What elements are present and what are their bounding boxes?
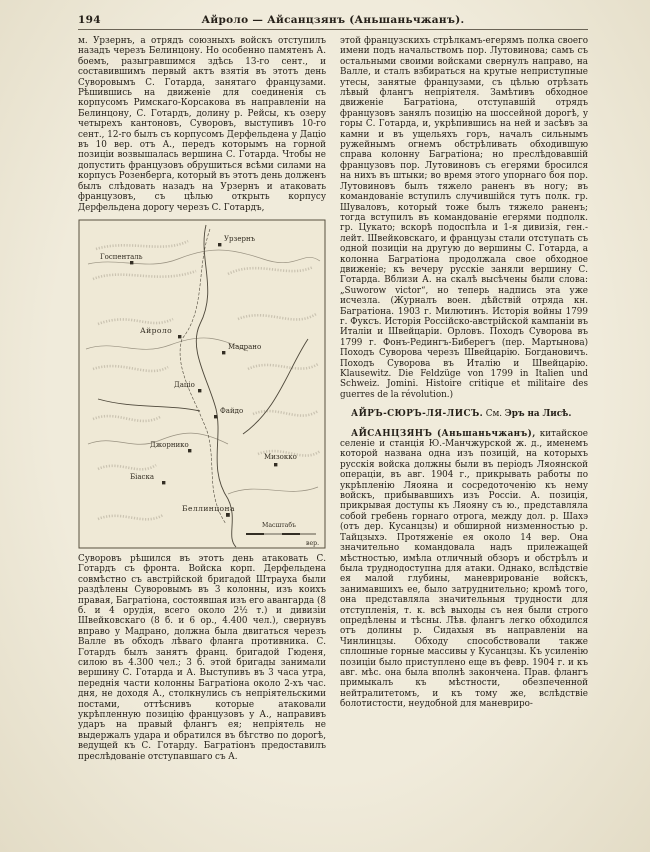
left-column (78, 36, 326, 762)
see-abbrev: См. (485, 409, 503, 420)
map-label-airolo: Айроло (140, 325, 173, 335)
map-label-bellinzona: Беллинцона (182, 503, 235, 513)
entry-body-text: китайское селеніе и станція Ю.-Манчжурской ж. д., именемъ которой названа одна изъ позицій, на которыхъ русскія войска должны были въ періодъ Ляоянской операціи, въ авг. 1904 г., прикрывать работы по укрѣпленію Ляояна и сосредоточенію къ нему войскъ, прибывавшихъ изъ Россіи. А. позиція, прикрывая доступы къ Ляояну съ ю., представляла собой гребень горнаго отрога, между дол. р. Шахэ (отъ дер. Кусанцзы) и обширной низменностью р. Тайцзыхэ. Протяженіе ея около 14 вер. Она значительно командовала надъ прилежащей мѣстностью, имѣла отличный обзоръ и обстрѣлъ и была труднодоступна для атаки. Однако, вслѣдствіе ея малой глубины, маневрированіе войскъ, занимавшихъ ее, было затруднительно; кромѣ того, она представляла значительныя трудности для отступленія, т. к. всѣ выходы съ нея были строго опредѣлены и тѣсны. Лѣв. флангъ легко обходился отъ долины р. Сидахыя въ направленіи на Чинлинцзы. Обходу способствовали также сплошные горные массивы у Кусанцзы. Къ усиленію позиціи было приступлено еще въ февр. 1904 г. и къ авг. мѣс. она была вполнѣ закончена. Прав. флангъ примыкалъ къ мѣстности, обезпеченной нейтралитетомъ, и къ тому же, вслѣдствіе болотистости, неудобной для маневриро- (340, 428, 588, 710)
map-label-biasca: Біаска (130, 472, 155, 481)
town-marker (188, 449, 191, 452)
map-label-urzern: Урзернъ (224, 234, 256, 243)
town-marker (214, 415, 217, 418)
map-scale-units: вер. (306, 539, 320, 547)
map-figure (78, 219, 326, 549)
town-marker (178, 335, 181, 338)
right-column (340, 36, 588, 762)
town-marker (130, 261, 133, 264)
page-number: 194 (78, 14, 101, 26)
entry-term: АЙРЪ-СЮРЪ-ЛЯ-ЛИСЪ. (351, 409, 484, 420)
map-label-madrano: Мадрано (228, 342, 262, 351)
town-marker (218, 243, 221, 246)
town-marker (198, 389, 201, 392)
body-paragraph: м. Урзернъ, а отрядъ союзныхъ войскъ отступилъ назадъ черезъ Белинцону. Но особенно памятенъ А. боемъ, разыгравшимся здѣсь 13-го сент., и составившимъ первый актъ взятія въ этотъ день Суворовымъ С. Готарда, занятаго французами. Рѣшившись на движеніе для соединенія съ корпусомъ Римскаго-Корсакова въ направленіи на Белинцону, С. Готардъ, долину р. Рейсы, къ озеру четырехъ кантоновъ, Суворовъ, выступивъ 10-го сент., 12-го былъ съ корпусомъ Дерфельдена у Даціо въ 10 вер. отъ А., передъ которымъ на горной позиціи возвышалась вершина С. Готарда. Чтобы не допустить французовъ обрушиться всѣми силами на корпусъ Розенберга, который въ этотъ день долженъ былъ слѣдовать назадъ на Урзернъ и атаковать французовъ, съ цѣлью открыть корпусу Дерфельдена дорогу черезъ С. Готардъ, (78, 36, 326, 213)
town-marker (222, 351, 225, 354)
page-title: Айроло — Айсанцзянъ (Аньшаньчжанъ). (201, 14, 465, 26)
body-paragraph: Суворовъ рѣшился въ этотъ день атаковать С. Готардъ съ фронта. Войска корп. Дерфельдена совмѣстно съ австрійской бригадой Штрауха были раздѣлены Суворовымъ въ 3 колонны, изъ коихъ правая, Багратіона, состоявшая изъ его авангарда (8 б. и 4 орудія, всего около 2½ т.) и дивизіи Швейковскаго (8 б. и 6 ор., 4.400 чел.), свернувъ вправо у Мадрано, должна была двигаться черезъ Валле въ обходъ лѣваго фланга противника. С. Готардъ былъ занятъ франц. бригадой Гюденя, силою въ 4.300 чел.; 3 б. этой бригады занимали вершину С. Готарда и А. Выступивъ въ 3 часа утра, переднія части колонны Багратіона около 2-хъ час. дня, не доходя А., столкнулись съ непріятельскими постами, оттѣснивъ которые атаковали укрѣпленную позицію французовъ у А., направивъ ударъ на правый флангъ ея; непріятель не выдержалъ удара и обратился въ бѣгство по дорогѣ, ведущей къ С. Готарду. Багратіонъ предоставилъ преслѣдованіе отступавшаго съ А. (78, 553, 326, 762)
town-marker (162, 481, 165, 484)
town-marker (226, 513, 230, 517)
town-marker (274, 463, 277, 466)
map-border (79, 220, 325, 548)
entry-aisantszyan (340, 429, 588, 710)
entry-air-sur-la-lys (340, 409, 588, 419)
running-header (78, 14, 588, 26)
map-label-giornico: Джорнико (150, 440, 189, 449)
map-label-hospental: Госпенталь (100, 252, 143, 261)
map-label-mesocco: Мизокко (264, 452, 297, 461)
map-label-dazio: Даціо (174, 380, 195, 389)
gotthard-map-image (78, 219, 326, 549)
header-rule (78, 29, 588, 30)
body-paragraph: этой французскихъ стрѣлкамъ-егерямъ полка своего имени подъ начальствомъ пор. Лутовинова; самъ съ остальными своими войсками свернулъ направо, на Валле, и сталъ взбираться на крутые неприступные утесы, занятые французами, съ цѣлью отрѣзать лѣвый флангъ непріятеля. Замѣтивъ обходное движеніе Багратіона, отступавшій отрядъ французовъ занялъ позицію на шоссейной дорогѣ, у горы С. Готарда, и, укрѣпившись на ней и засѣвъ за камни и въ ущельяхъ горъ, началъ сильнымъ ружейнымъ огнемъ обстрѣливать обходившую справа колонну Багратіона; но преслѣдовавшій французовъ пор. Лутовиновъ съ егерями бросился на нихъ въ штыки; во время этого упорнаго боя пор. Лутовиновъ былъ тяжело раненъ въ ногу; въ командованіе вступилъ случившійся тутъ полк. гр. Шуваловъ, который тоже былъ тяжело раненъ; тогда вступилъ въ командованіе егерями подполк. гр. Цукато; вскорѣ подоспѣла и 1-я дивизія, ген.-лейт. Швейковскаго, и французы стали отступать съ одной позиціи на другую до вершины С. Готарда, а колонна Багратіона продолжала свое обходное движеніе; къ вечеру русскіе заняли вершину С. Готарда. Вблизи А. на скалѣ высѣчены были слова: „Suworow victor“, но теперь надпись эта уже исчезла. (Журналъ воен. дѣйствій отряда кн. Багратіона. 1903 г. Милютинъ. Исторія войны 1799 г. Фуксъ. Исторія Россійско-австрійской кампаніи въ Италіи и Швейцаріи. Орловъ. Походъ Суворова въ 1799 г. Фонъ-Редингъ-Биберегъ (пер. Мартынова) Походъ Суворова черезъ Швейцарію. Богдановичъ. Походъ Суворова въ Италію и Швейцарію. Klausewitz. Die Feldzüge von 1799 in Italien und Schweiz. Jomini. Histoire critique et militaire des guerres de la révolution.) (340, 36, 588, 400)
map-scale-label: Масштабъ (262, 521, 297, 529)
entry-term: АЙСАНЦЗЯНЪ (Аньшаньчжанъ), (351, 428, 536, 439)
entry-cross-reference: Эръ на Лисѣ. (504, 409, 572, 420)
map-label-faido: Файдо (220, 406, 244, 415)
text-columns (78, 36, 588, 762)
